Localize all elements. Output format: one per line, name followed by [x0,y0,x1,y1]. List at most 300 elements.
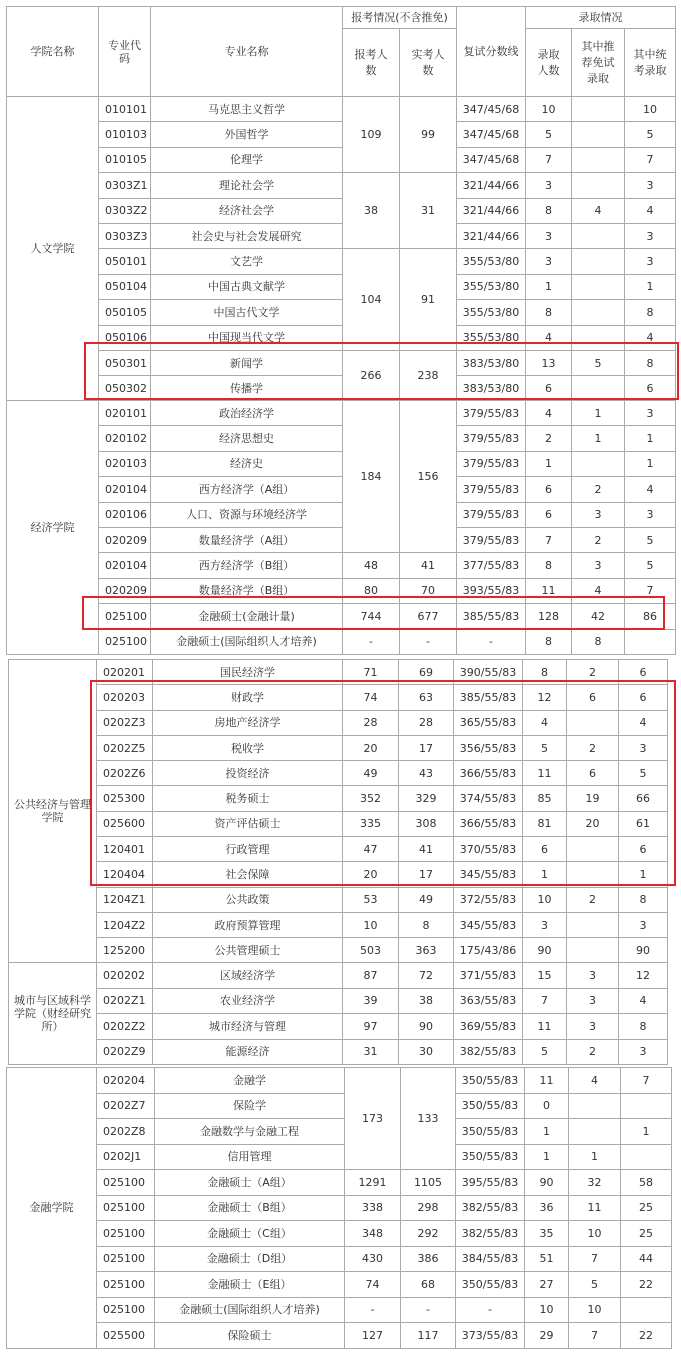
unified-count: 7 [625,147,676,172]
major-code: 025100 [97,1170,155,1196]
table-row [9,761,668,786]
actual-count: 308 [399,811,454,836]
major-name: 西方经济学（A组） [151,477,343,502]
applied-count: 173 [345,1068,401,1170]
recommended-count [572,249,625,274]
major-code: 025600 [97,811,153,836]
score-line: 350/55/83 [456,1068,525,1094]
applied-count: 430 [345,1246,401,1272]
actual-count: 90 [399,1014,454,1040]
admitted-count: 3 [523,912,567,937]
admitted-count: 8 [526,300,572,325]
admitted-count: 7 [523,988,567,1014]
major-name: 经济社会学 [151,198,343,223]
admitted-count: 8 [523,660,567,685]
major-name: 金融硕士（B组） [155,1195,345,1221]
applied-count: 74 [343,685,399,710]
actual-count: - [400,629,457,654]
header-major: 专业名称 [151,7,343,97]
admitted-count: 4 [526,401,572,426]
score-line: 373/55/83 [456,1323,525,1349]
recommended-count: 19 [567,786,619,811]
major-name: 房地产经济学 [153,710,343,735]
recommended-count: 6 [567,761,619,786]
actual-count: 69 [399,660,454,685]
header-admit-group: 录取情况 [526,7,676,29]
score-line: 379/55/83 [457,426,526,451]
major-code: 025100 [97,1272,155,1298]
actual-count: 238 [400,350,457,401]
unified-count: 1 [619,862,668,887]
major-name: 金融学 [155,1068,345,1094]
recommended-count: 5 [569,1272,621,1298]
score-line: 369/55/83 [454,1014,523,1040]
score-line: 356/55/83 [454,735,523,760]
unified-count: 4 [625,198,676,223]
unified-count: 4 [625,325,676,350]
admitted-count: 6 [526,502,572,527]
unified-count [625,629,676,654]
actual-count: 298 [401,1195,456,1221]
major-code: 0202J1 [97,1144,155,1170]
major-name: 税收学 [153,735,343,760]
applied-count: 39 [343,988,399,1014]
recommended-count [567,912,619,937]
score-line: 382/55/83 [454,1039,523,1065]
actual-count: 68 [401,1272,456,1298]
score-line: 350/55/83 [456,1119,525,1145]
score-line: 350/55/83 [456,1144,525,1170]
major-code: 025100 [97,1195,155,1221]
applied-count: 71 [343,660,399,685]
section-table [6,400,676,655]
major-name: 财政学 [153,685,343,710]
major-name: 中国古代文学 [151,300,343,325]
admitted-count: 11 [525,1068,569,1094]
score-line: 377/55/83 [457,553,526,578]
header-apply-group: 报考情况(不含推免) [343,7,457,29]
applied-count: 38 [343,173,400,249]
major-code: 1204Z2 [97,912,153,937]
unified-count: 8 [619,1014,668,1040]
table-row [7,350,676,375]
major-name: 金融硕士(国际组织人才培养) [155,1297,345,1323]
unified-count: 5 [625,122,676,147]
score-line: 372/55/83 [454,887,523,912]
table-row [7,1221,672,1247]
major-name: 国民经济学 [153,660,343,685]
score-line: 355/53/80 [457,300,526,325]
header-score-line: 复试分数线 [457,7,526,97]
major-code: 1204Z1 [97,887,153,912]
major-code: 025300 [97,786,153,811]
major-name: 数量经济学（B组） [151,578,343,603]
recommended-count [567,862,619,887]
major-code: 025100 [97,1297,155,1323]
recommended-count: 7 [569,1323,621,1349]
table-row [7,376,676,401]
college-name: 经济学院 [7,401,99,655]
applied-count: 1291 [345,1170,401,1196]
admitted-count: 36 [525,1195,569,1221]
major-name: 投资经济 [153,761,343,786]
major-name: 能源经济 [153,1039,343,1065]
applied-count: 74 [345,1272,401,1298]
unified-count: 8 [619,887,668,912]
table-row [7,451,676,476]
major-code: 010103 [99,122,151,147]
major-code: 020101 [99,401,151,426]
applied-count: 53 [343,887,399,912]
actual-count: 1105 [401,1170,456,1196]
major-code: 120401 [97,837,153,862]
unified-count: 4 [625,477,676,502]
admitted-count: 0 [525,1093,569,1119]
actual-count: 41 [400,553,457,578]
score-line: 363/55/83 [454,988,523,1014]
recommended-count: 4 [569,1068,621,1094]
recommended-count: 3 [567,963,619,989]
score-line: 366/55/83 [454,811,523,836]
admitted-count: 2 [526,426,572,451]
admitted-count: 11 [523,1014,567,1040]
major-code: 050106 [99,325,151,350]
unified-count: 25 [621,1221,672,1247]
score-line: 384/55/83 [456,1246,525,1272]
major-code: 050301 [99,350,151,375]
major-name: 理论社会学 [151,173,343,198]
major-code: 050104 [99,274,151,299]
table-row [7,401,676,426]
admitted-count: 1 [523,862,567,887]
table-row [7,604,676,629]
score-line: 374/55/83 [454,786,523,811]
unified-count: 3 [625,223,676,248]
major-name: 西方经济学（B组） [151,553,343,578]
major-name: 中国现当代文学 [151,325,343,350]
section-table [6,1067,672,1349]
major-name: 信用管理 [155,1144,345,1170]
score-line: 350/55/83 [456,1093,525,1119]
major-name: 金融硕士（D组） [155,1246,345,1272]
table-row [7,477,676,502]
major-code: 0303Z1 [99,173,151,198]
college-name: 公共经济与管理学院 [9,660,97,964]
major-code: 025100 [97,1246,155,1272]
major-code: 0202Z2 [97,1014,153,1040]
actual-count: 117 [401,1323,456,1349]
score-line: 355/53/80 [457,249,526,274]
unified-count [621,1297,672,1323]
major-code: 020104 [99,477,151,502]
admitted-count: 10 [523,887,567,912]
major-code: 120404 [97,862,153,887]
score-line: 370/55/83 [454,837,523,862]
major-name: 文艺学 [151,249,343,274]
table-row [7,1119,672,1145]
table-row [9,963,668,989]
unified-count: 1 [625,426,676,451]
unified-count: 3 [619,1039,668,1065]
score-line: 175/43/86 [454,938,523,963]
major-name: 区域经济学 [153,963,343,989]
unified-count: 5 [619,761,668,786]
header-college: 学院名称 [7,7,99,97]
major-name: 金融硕士（C组） [155,1221,345,1247]
applied-count: 335 [343,811,399,836]
admitted-count: 51 [525,1246,569,1272]
major-code: 0202Z6 [97,761,153,786]
major-code: 0202Z8 [97,1119,155,1145]
score-line: 365/55/83 [454,710,523,735]
unified-count: 3 [625,401,676,426]
college-name: 人文学院 [7,97,99,402]
actual-count: 133 [401,1068,456,1170]
unified-count: 10 [625,97,676,122]
major-code: 0202Z7 [97,1093,155,1119]
applied-count: 503 [343,938,399,963]
recommended-count: 4 [572,198,625,223]
admitted-count: 1 [525,1144,569,1170]
table-row [7,629,676,654]
recommended-count: 6 [567,685,619,710]
applied-count: 109 [343,97,400,173]
recommended-count: 3 [572,553,625,578]
actual-count: 38 [399,988,454,1014]
actual-count: 17 [399,862,454,887]
major-name: 公共管理硕士 [153,938,343,963]
admitted-count: 6 [523,837,567,862]
admitted-count: 8 [526,553,572,578]
major-code: 020106 [99,502,151,527]
admitted-count: 12 [523,685,567,710]
score-line: 382/55/83 [456,1195,525,1221]
applied-count: 127 [345,1323,401,1349]
unified-count: 3 [625,173,676,198]
major-code: 020209 [99,527,151,552]
applied-count: 31 [343,1039,399,1065]
unified-count [621,1093,672,1119]
major-name: 经济史 [151,451,343,476]
admitted-count: 8 [526,629,572,654]
admitted-count: 13 [526,350,572,375]
applied-count: 338 [345,1195,401,1221]
unified-count: 6 [619,685,668,710]
unified-count: 1 [621,1119,672,1145]
recommended-count: 2 [567,660,619,685]
actual-count: 156 [400,401,457,553]
admitted-count: 10 [525,1297,569,1323]
actual-count: 49 [399,887,454,912]
recommended-count [572,122,625,147]
table-row [7,1323,672,1349]
major-code: 0303Z2 [99,198,151,223]
section-table [6,96,676,402]
college-name: 城市与区域科学学院（财经研究所） [9,963,97,1065]
score-line: 355/53/80 [457,325,526,350]
recommended-count: 4 [572,578,625,603]
actual-count: 72 [399,963,454,989]
score-line: 379/55/83 [457,477,526,502]
score-line: - [457,629,526,654]
admitted-count: 15 [523,963,567,989]
score-line: 347/45/68 [457,122,526,147]
major-code: 0202Z1 [97,988,153,1014]
table-row [7,1195,672,1221]
unified-count: 61 [619,811,668,836]
section-table [8,962,668,1065]
major-name: 政府预算管理 [153,912,343,937]
admitted-count: 11 [523,761,567,786]
actual-count: 363 [399,938,454,963]
actual-count: 70 [400,578,457,603]
unified-count: 1 [625,451,676,476]
recommended-count: 1 [572,426,625,451]
applied-count: - [345,1297,401,1323]
table-row [7,173,676,198]
header-recommended: 其中推 荐免试 录取 [572,29,625,97]
table-header [6,6,676,97]
table-row [7,198,676,223]
major-code: 020104 [99,553,151,578]
major-code: 0202Z5 [97,735,153,760]
admitted-count: 4 [526,325,572,350]
unified-count: 66 [619,786,668,811]
recommended-count [572,97,625,122]
recommended-count: 32 [569,1170,621,1196]
major-name: 城市经济与管理 [153,1014,343,1040]
unified-count: 7 [621,1068,672,1094]
table-row [9,1039,668,1065]
recommended-count [572,376,625,401]
admitted-count: 1 [525,1119,569,1145]
table-row [7,1144,672,1170]
admitted-count: 3 [526,223,572,248]
major-name: 经济思想史 [151,426,343,451]
recommended-count [572,173,625,198]
recommended-count: 2 [567,1039,619,1065]
admitted-count: 5 [523,735,567,760]
applied-count: 10 [343,912,399,937]
actual-count: 28 [399,710,454,735]
table-row [9,1014,668,1040]
score-line: 345/55/83 [454,862,523,887]
table-row [9,887,668,912]
table-row [7,97,676,122]
applied-count: 47 [343,837,399,862]
actual-count: 63 [399,685,454,710]
score-line: 382/55/83 [456,1221,525,1247]
score-line: 383/53/80 [457,350,526,375]
applied-count: - [343,629,400,654]
score-line: 379/55/83 [457,527,526,552]
major-code: 020209 [99,578,151,603]
table-row [7,1093,672,1119]
score-line: 383/53/80 [457,376,526,401]
admitted-count: 10 [526,97,572,122]
major-name: 人口、资源与环境经济学 [151,502,343,527]
recommended-count [567,837,619,862]
unified-count: 44 [621,1246,672,1272]
score-line: 321/44/66 [457,173,526,198]
table-row [9,735,668,760]
admitted-count: 1 [526,274,572,299]
major-code: 025100 [99,604,151,629]
applied-count: 184 [343,401,400,553]
table-row [9,862,668,887]
major-name: 资产评估硕士 [153,811,343,836]
recommended-count: 2 [572,527,625,552]
applied-count: 49 [343,761,399,786]
table-row [9,837,668,862]
major-name: 社会保障 [153,862,343,887]
unified-count: 90 [619,938,668,963]
score-line: 385/55/83 [454,685,523,710]
unified-count: 7 [625,578,676,603]
major-name: 外国哲学 [151,122,343,147]
major-name: 马克思主义哲学 [151,97,343,122]
table-row [7,502,676,527]
recommended-count: 2 [567,735,619,760]
score-line: 366/55/83 [454,761,523,786]
major-code: 025500 [97,1323,155,1349]
score-line: 379/55/83 [457,401,526,426]
table-row [7,147,676,172]
major-code: 050302 [99,376,151,401]
actual-count: 386 [401,1246,456,1272]
admitted-count: 90 [523,938,567,963]
unified-count: 3 [625,502,676,527]
score-line: 379/55/83 [457,502,526,527]
header-unified: 其中统 考录取 [625,29,676,97]
recommended-count [572,147,625,172]
recommended-count: 7 [569,1246,621,1272]
score-line: 347/45/68 [457,147,526,172]
admitted-count: 8 [526,198,572,223]
score-line: 350/55/83 [456,1272,525,1298]
score-line: 355/53/80 [457,274,526,299]
major-name: 税务硕士 [153,786,343,811]
score-line: 385/55/83 [457,604,526,629]
major-code: 020204 [97,1068,155,1094]
admitted-count: 11 [526,578,572,603]
recommended-count: 2 [572,477,625,502]
admitted-count: 6 [526,376,572,401]
recommended-count: 3 [572,502,625,527]
applied-count: 87 [343,963,399,989]
major-name: 传播学 [151,376,343,401]
major-code: 050101 [99,249,151,274]
recommended-count: 8 [572,629,625,654]
unified-count: 3 [619,735,668,760]
applied-count: 104 [343,249,400,351]
recommended-count: 1 [569,1144,621,1170]
admitted-count: 29 [525,1323,569,1349]
recommended-count [572,451,625,476]
major-name: 保险学 [155,1093,345,1119]
admitted-count: 1 [526,451,572,476]
admitted-count: 27 [525,1272,569,1298]
table-row [7,1272,672,1298]
unified-count: 22 [621,1323,672,1349]
unified-count: 4 [619,710,668,735]
major-code: 0202Z9 [97,1039,153,1065]
major-name: 伦理学 [151,147,343,172]
table-row [9,685,668,710]
actual-count: 17 [399,735,454,760]
actual-count: 43 [399,761,454,786]
table-row [7,1068,672,1094]
